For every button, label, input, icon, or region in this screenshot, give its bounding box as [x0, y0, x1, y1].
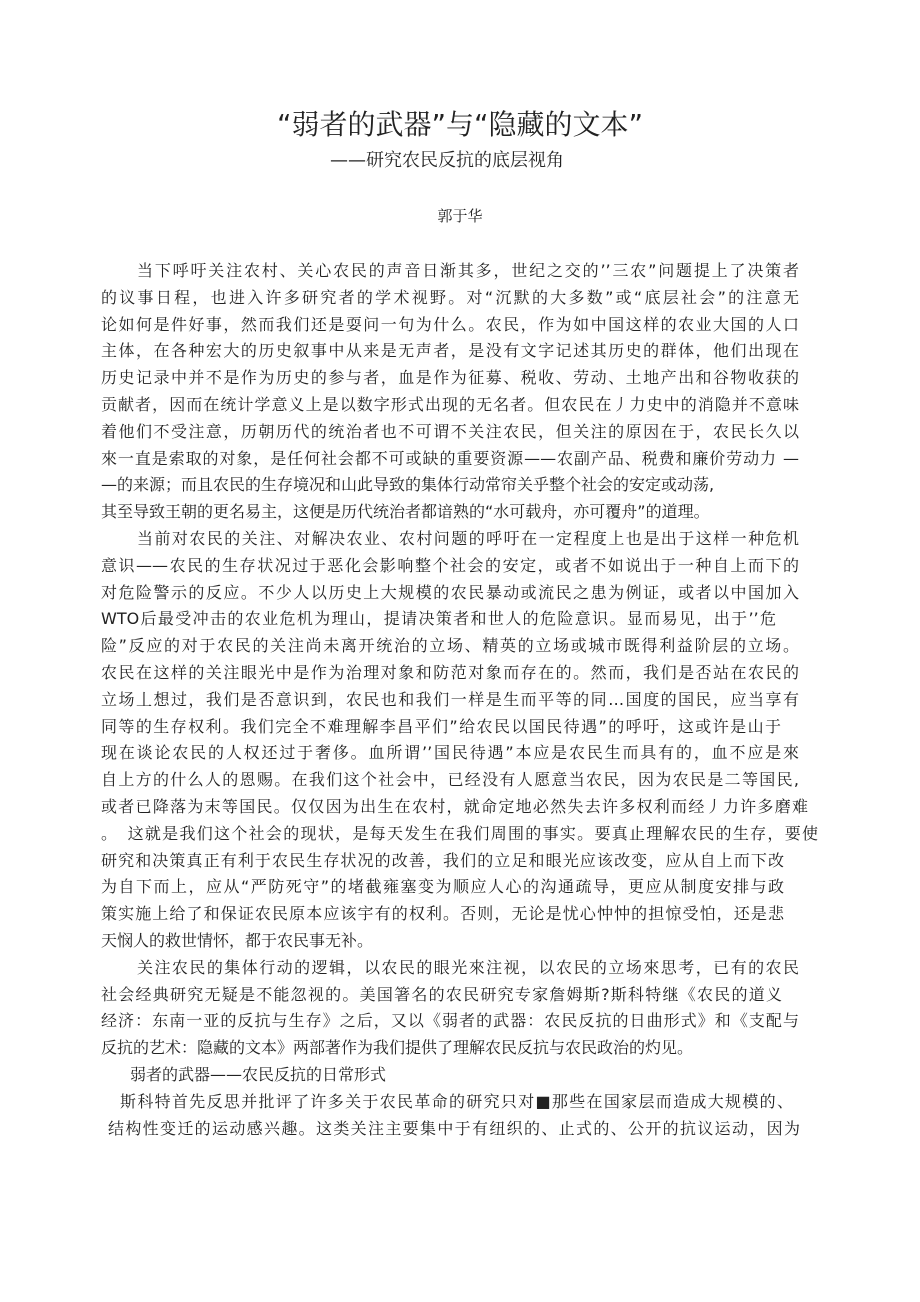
text-line: 当前对农民的关注、对解决农业、农村问题的呼吁在一定程度上也是出于这样一种危机 — [137, 529, 799, 548]
text-line: 策实施上给了和保证农民原本应该宇有的权利。否则，无论是忧心忡忡的担惊受怕，还是悲 — [101, 904, 784, 924]
text-line: 天悯人的救世情怀，都于农民事无补。 — [101, 931, 374, 950]
document-subtitle: ——研究农民反抗的底层视角 — [330, 150, 564, 171]
text-line: 斯科特首先反思并批评了许多关于农民革命的研究只对■那些在国家层而造成大规模的、 — [120, 1091, 793, 1111]
text-line: 险”反应的对于农民的关注尚未离开统治的立场、精英的立场或城市既得利益阶层的立场。 — [101, 636, 799, 656]
text-line: 或者已降落为末等国民。仅仅因为出生在农村，就命定地必然失去许多权利而经丿力许多磨难 — [101, 797, 808, 816]
text-line: 的议事日程，也进入许多研究者的学术视野。对“沉默的大多数”或“底层社会”的注意无 — [101, 287, 799, 307]
text-line: —的来源；而且农民的生存境况和山此导致的集体行动常帘关乎整个社会的安定或动荡, — [101, 475, 715, 495]
text-line: 立场丄想过，我们是否意识到，农民也和我们一样是生而平等的同…国度的国民，应当享有 — [101, 689, 799, 709]
text-line: 來一直是索取的对象，是任何社会都不可或缺的重要资源——农副产品、税费和廉价劳动力 — — [101, 448, 799, 468]
text-line: 论如何是件好事，然而我们还是耍问一句为什么。农民，作为如中国这样的农业大国的人口 — [101, 314, 799, 334]
text-line: 自上方的什么人的恩赐。在我们这个社会中，已经没有人愿意当农民，因为农民是二等国民, — [101, 770, 799, 790]
text-line: 对危险警示的反应。不少人以历史上大规模的农民暴动或流民之患为例证，或者以中国加入 — [101, 582, 799, 602]
document-title: “弱者的武器”与“隐藏的文本” — [276, 107, 644, 141]
text-line: 农民在这样的关注眼光中是作为治理对象和防范对象而存在的。然而，我们是否站在农民的 — [101, 663, 799, 682]
text-line: 现在谈论农民的人权还过于奢侈。血所谓’’国民待遇”本应是农民生而具有的，血不应是來 — [101, 743, 799, 763]
text-line: 主体，在各种宏大的历史叙事中从来是无声者，是没有文字记述其历史的群体，他们出现在 — [101, 341, 799, 361]
text-line: 社会经典研究无疑是不能忽视的。美国箸名的农民研究专家詹姆斯?斯科特继《农民的道义 — [101, 984, 782, 1004]
text-line: 关注农民的集体行动的逻辑，以农民的眼光來注视，以农民的立场來思考，已有的农民 — [137, 957, 799, 977]
text-line: 反抗的艺术：隐藏的文本》两部著作为我们提供了理解农民反抗与农民政治的灼见。 — [101, 1038, 694, 1058]
text-line: 结构性变迁的运动感兴趣。这类关注主要集中于有纽织的、止式的、公开的抗议运动，因为 — [108, 1118, 800, 1138]
text-line: 当下呼吁关注农村、关心农民的声音日渐其多，世纪之交的’’三农”问题提上了决策者 — [137, 261, 799, 280]
text-line: 为自下而上，应从“严防死守”的堵截雍塞变为顺应人心的沟通疏导，更应从制度安排与政 — [101, 877, 784, 897]
text-line: 贡献者，因而在统计学意义上是以数字形式出现的无名者。但农民在丿力史中的消隐并不意味 — [101, 395, 799, 414]
text-line: 经济：东南一亚的反抗与生存》之后，又以《弱者的武器：农民反抗的日曲形式》和《支配与 — [101, 1011, 799, 1031]
text-line: 着他们不受注意，历朝历代的统治者也不可谓不关注农民，但关注的原因在于，农民长久以 — [101, 421, 799, 441]
text-line: WTO后最受冲击的农业危机为理山，提请决策者和世人的危险意识。显而易见，出于’’危 — [101, 609, 776, 629]
document-author: 郭于华 — [437, 207, 483, 225]
text-line: 同等的生存权利。我们完全不难理解李昌平们”给农民以国民待遇”的呼吁，这或许是山于 — [101, 716, 781, 736]
text-line: 研究和决策真正有利于农民生存状况的改善，我们的立足和眼光应该改变，应从自上而下改 — [101, 850, 784, 870]
text-line: 意识——农民的生存状况过于恶化会影响整个社会的安定，或者不如说出于一种自上而下的 — [101, 555, 799, 575]
section-heading: 弱者的武器——农民反抗的日常形式 — [130, 1065, 387, 1084]
text-line: 。 这就是我们这个社会的现状，是每天发生在我们周围的事实。要真止理解农民的生存，要使 — [101, 823, 818, 843]
text-line: 其至导致王朝的更名易主，这便是历代统治者都谙熟的“水可载舟，亦可覆舟”的道理。 — [101, 502, 710, 522]
text-line: 历史记录中并不是作为历史的参与者，血是作为征募、税收、劳动、土地产出和谷物收获的 — [101, 368, 799, 388]
